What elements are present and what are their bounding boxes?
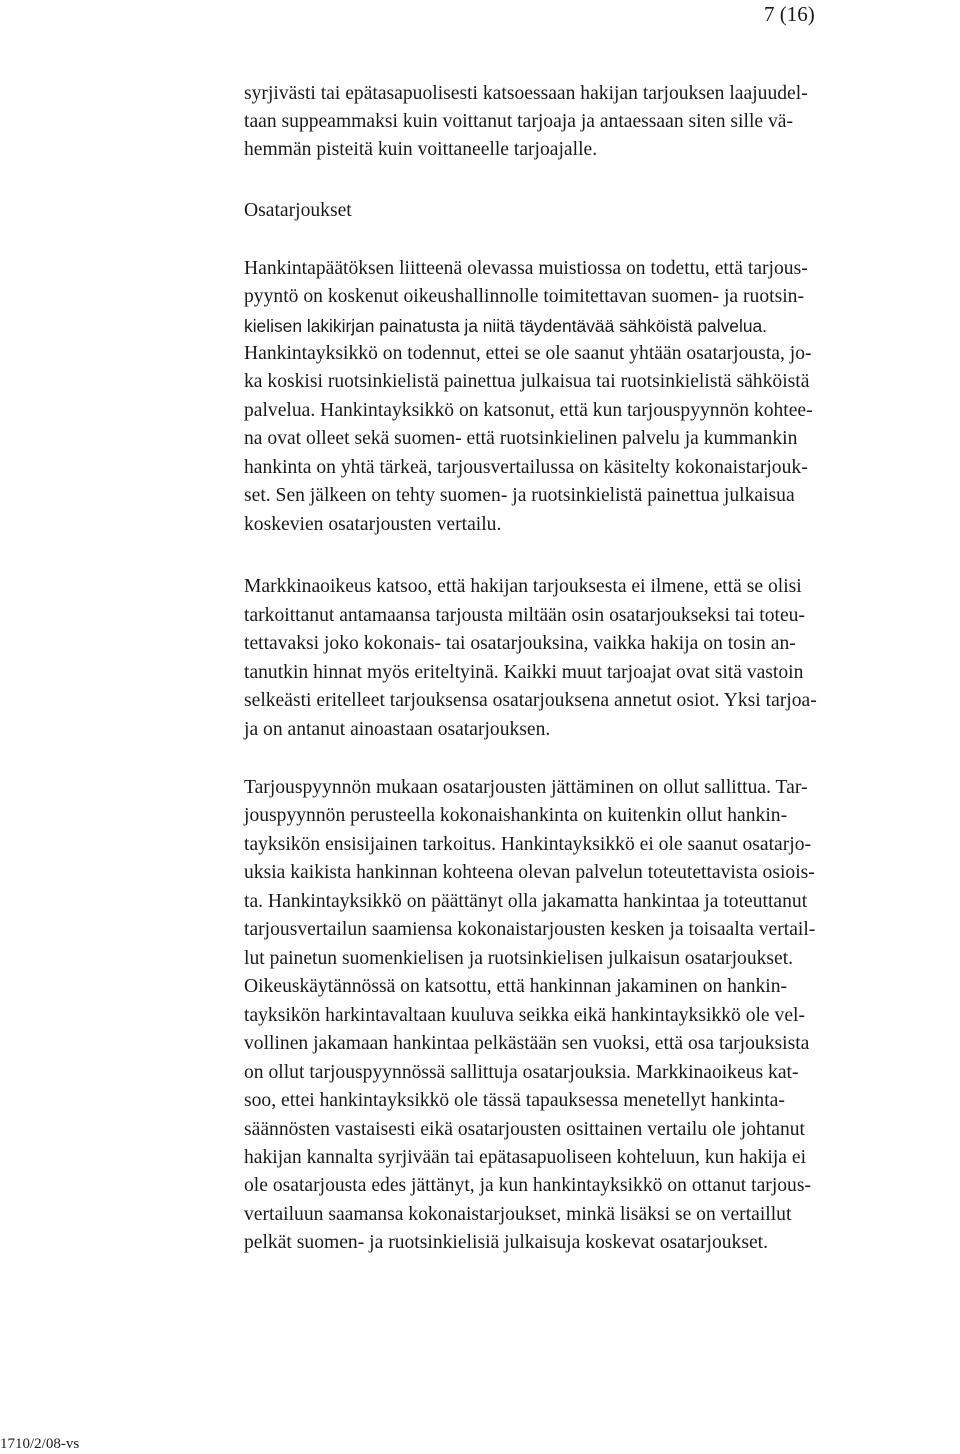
intro-line-1: syrjivästi tai epätasapuolisesti katsoessaan hakijan tarjouksen laajuudel- — [244, 83, 808, 104]
intro-line-2: taan suppeammaksi kuin voittanut tarjoaja ja antaessaan siten sille vä- — [244, 111, 793, 132]
paragraph1-line-3: kielisen lakikirjan painatusta ja niitä täydentävää sähköistä palvelua. — [244, 316, 768, 336]
intro-line-3: hemmän pisteitä kuin voittaneelle tarjoajalle. — [244, 139, 598, 160]
paragraph2-line-3: tettavaksi joko kokonais- tai osatarjouksina, vaikka hakija on tosin an- — [244, 633, 796, 654]
paragraph3-line-12: soo, ettei hankintayksikkö ole tässä tapauksessa menetellyt hankinta- — [244, 1090, 785, 1111]
paragraph3-line-3: tayksikön ensisijainen tarkoitus. Hankintayksikkö ei ole saanut osatarjo- — [244, 834, 812, 855]
paragraph1-line-10: koskevien osatarjousten vertailu. — [244, 514, 502, 535]
paragraph3-line-5: ta. Hankintayksikkö on päättänyt olla jakamatta hankintaa ja toteuttanut — [244, 891, 808, 912]
paragraph1-line-6: palvelua. Hankintayksikkö on katsonut, että kun tarjouspyynnön kohtee- — [244, 400, 813, 421]
paragraph1-line-8: hankinta on yhtä tärkeä, tarjousvertailussa on käsitelty kokonaistarjouk- — [244, 457, 808, 478]
paragraph3-line-4: uksia kaikista hankinnan kohteena olevan palvelun toteutettavista osiois- — [244, 862, 815, 883]
paragraph2-line-5: selkeästi eritelleet tarjouksensa osatarjouksena annetut osiot. Yksi tarjoa- — [244, 690, 817, 711]
paragraph3-line-15: ole osatarjousta edes jättänyt, ja kun hankintayksikkö on ottanut tarjous- — [244, 1175, 812, 1196]
paragraph1-line-1: Hankintapäätöksen liitteenä olevassa muistiossa on todettu, että tarjous- — [244, 258, 808, 279]
paragraph1-line-4: Hankintayksikkö on todennut, ettei se ole saanut yhtään osatarjousta, jo- — [244, 343, 812, 364]
paragraph3-line-11: on ollut tarjouspyynnössä sallittuja osatarjouksia. Markkinaoikeus kat- — [244, 1062, 799, 1083]
paragraph3-line-9: tayksikön harkintavaltaan kuuluva seikka eikä hankintayksikkö ole vel- — [244, 1005, 805, 1026]
section-heading: Osatarjoukset — [244, 200, 352, 221]
paragraph3-line-6: tarjousvertailun saamiensa kokonaistarjousten kesken ja toisaalta vertail- — [244, 919, 816, 940]
paragraph1-line-2: pyyntö on koskenut oikeushallinnolle toimitettavan suomen- ja ruotsin- — [244, 286, 804, 307]
paragraph2-line-2: tarkoittanut antamaansa tarjousta miltään osin osatarjoukseksi tai toteu- — [244, 605, 805, 626]
paragraph2-line-4: tanutkin hinnat myös eriteltyinä. Kaikki muut tarjoajat ovat sitä vastoin — [244, 662, 804, 683]
page-number: 7 (16) — [764, 2, 815, 26]
paragraph3-line-8: Oikeuskäytännössä on katsottu, että hankinnan jakaminen on hankin- — [244, 976, 788, 997]
paragraph3-line-10: vollinen jakamaan hankintaa pelkästään sen vuoksi, että osa tarjouksista — [244, 1033, 810, 1054]
paragraph1-line-5: ka koskisi ruotsinkielistä painettua julkaisua tai ruotsinkielistä sähköistä — [244, 371, 810, 392]
paragraph3-line-7: lut painetun suomenkielisen ja ruotsinkielisen julkaisun osatarjoukset. — [244, 948, 794, 969]
paragraph3-line-16: vertailuun saamansa kokonaistarjoukset, minkä lisäksi se on vertaillut — [244, 1204, 792, 1225]
paragraph1-line-9: set. Sen jälkeen on tehty suomen- ja ruotsinkielistä painettua julkaisua — [244, 485, 795, 506]
paragraph2-line-6: ja on antanut ainoastaan osatarjouksen. — [244, 719, 551, 740]
paragraph1-line-7: na ovat olleet sekä suomen- että ruotsinkielinen palvelu ja kummankin — [244, 428, 798, 449]
case-number: 1710/2/08-vs — [0, 1436, 80, 1452]
paragraph3-line-14: hakijan kannalta syrjivään tai epätasapuoliseen kohteluun, kun hakija ei — [244, 1147, 807, 1168]
paragraph3-line-2: jouspyynnön perusteella kokonaishankinta on kuitenkin ollut hankin- — [244, 805, 788, 826]
paragraph2-line-1: Markkinaoikeus katsoo, että hakijan tarjouksesta ei ilmene, että se olisi — [244, 576, 802, 597]
paragraph3-line-13: säännösten vastaisesti eikä osatarjousten osittainen vertailu ole johtanut — [244, 1119, 805, 1140]
paragraph3-line-1: Tarjouspyynnön mukaan osatarjousten jättäminen on ollut sallittua. Tar- — [244, 777, 808, 798]
paragraph3-line-17: pelkät suomen- ja ruotsinkielisiä julkaisuja koskevat osatarjoukset. — [244, 1232, 769, 1253]
